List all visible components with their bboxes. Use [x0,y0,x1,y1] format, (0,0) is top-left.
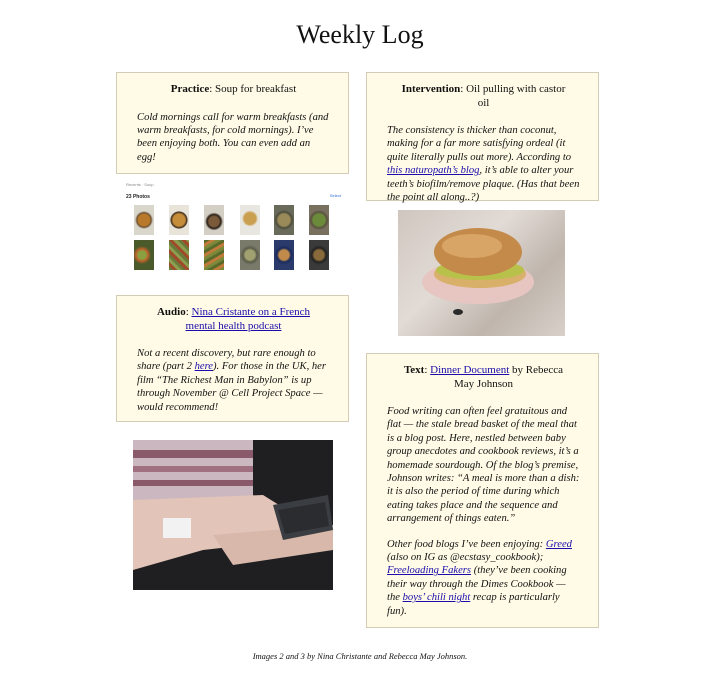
card-audio [116,295,349,422]
greed-link[interactable]: Greed [545,538,572,550]
card-heading: Audio: Nina Cristante on a French mental health podcast [156,306,311,332]
card-body [387,124,580,204]
photo-grid-top-label: Recents · Soup [126,182,154,187]
body-text: The consistency is thicker than coconut, making for a far more satisfying ordeal (it quite literally pulls out more). According to [387,125,572,163]
photo-grid-select: Select [329,193,341,198]
body-text: Other food blogs I’ve been enjoying: [387,538,546,550]
card-label: Practice [170,83,210,95]
soup-photo-grid-image [116,182,349,276]
dinner-document-link[interactable]: Dinner Document [430,364,510,376]
photo-thumb [204,205,224,235]
card-label: Audio [156,306,186,318]
part-2-link[interactable]: here [194,361,214,373]
sandwich-illustration [398,210,565,336]
person-laptop-illustration [133,440,333,590]
photo-thumb [134,205,154,235]
body-text: recap is particularly fun). [387,592,560,617]
card-body: Cold mornings call for warm breakfasts (and warm breakfasts, for cold mornings). I’ve been enjoying both. You can even add an egg! [137,111,329,163]
naturopath-blog-link[interactable]: this naturopath’s blog [387,165,480,177]
person-laptop-photo [133,440,333,590]
photo-thumb [240,240,260,270]
card-text [366,353,599,628]
card-heading [137,83,330,97]
card-heading [387,83,580,110]
boys-chili-night-link[interactable]: boys’ chili night [402,592,471,604]
photo-thumb [134,240,154,270]
card-label: Intervention [401,83,461,95]
photo-thumb [309,240,329,270]
freeloading-fakers-link[interactable]: Freeloading Fakers [387,565,472,577]
card-body [387,538,580,618]
photo-thumb [169,205,189,235]
card-heading: Text: Dinner Document by Rebecca May Johnson [403,364,564,390]
card-title: : Soup for breakfast [209,83,297,95]
body-text: Not a recent discovery, but rare enough to share (part 2 [137,348,316,373]
photo-thumb [204,240,224,270]
card-intervention [366,72,599,204]
photo-thumb [169,240,189,270]
card-byline: by Rebecca May Johnson [454,364,564,390]
body-text: ). For those in the UK, her film “The Richest Man in Babylon” is up through November @ Cell Project Space — would recommend! [137,361,327,413]
photo-grid-count: 23 Photos [126,194,150,200]
card-label: Text [403,364,425,376]
body-text: (also on IG as @ecstasy_cookbook); [387,552,544,564]
card-body: Food writing can often feel gratuitous and flat — the stale bread basket of the meal that is a blog post. Here, nestled between baby group anecdotes and cookbook reviews, it’s a homemade sourdough. Of the blog’s premise, Johnson writes: “A meal is more than a dish: it is also the period of time during which eating takes place and the sequence and arrangement of things eaten.” [387,406,580,525]
card-title: : Oil pulling with castor oil [460,83,566,109]
sandwich-photo [398,210,565,336]
photo-thumb [274,240,294,270]
card-body [137,347,330,414]
photo-thumb [240,205,260,235]
photo-thumb [309,205,329,235]
body-text: (they’ve been cooking their way through the Dimes Cookbook — the [387,565,567,604]
card-practice [116,72,349,174]
photo-thumb [274,205,294,235]
body-text: , it’s able to alter your teeth’s biofilm/remove plaque. (Has that been the point all along..?) [387,165,580,204]
image-caption: Images 2 and 3 by Nina Christante and Rebecca May Johnson. [252,651,468,661]
podcast-link[interactable]: Nina Cristante on a French mental health podcast [185,306,311,332]
page-title: Weekly Log [296,20,424,49]
